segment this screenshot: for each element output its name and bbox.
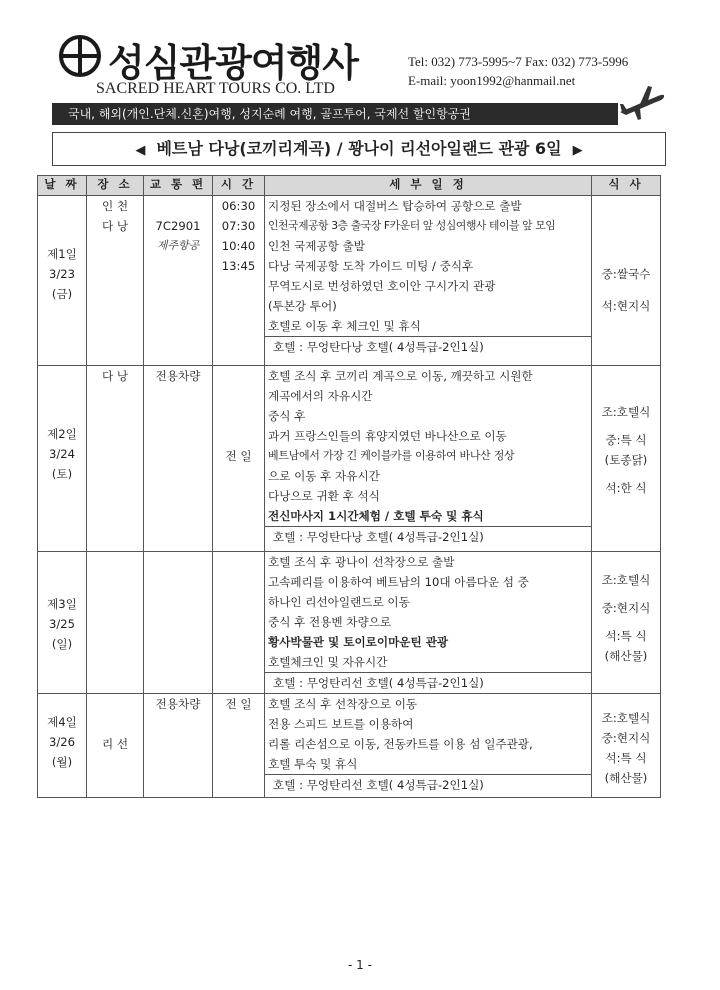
meal-item: 석:특 식 [605,629,647,643]
header-meals: 식 사 [592,176,661,196]
detail-line: 리롤 리손섬으로 이동, 전동카트를 이용 섬 일주관광, [268,737,533,751]
transport-cell [144,694,213,798]
header-date: 날 짜 [38,176,87,196]
day-label: 제2일 [47,427,77,441]
time-value: 07:30 [221,219,256,233]
day-label: 제3일 [47,597,77,611]
hotel-info: 호텔 : 무엉탄다낭 호텔( 4성특급-2인1실) [265,336,591,357]
detail-line: 베트남에서 가장 긴 케이블카를 이용하여 바나산 정상 [268,449,515,462]
table-row-day-4 [38,694,661,798]
detail-line: 계곡에서의 자유시간 [268,389,373,403]
detail-line: 지정된 장소에서 대절버스 탑승하여 공항으로 출발 [268,199,522,213]
left-triangle-icon: ◀ [135,143,146,158]
day-weekday: (일) [51,637,73,651]
meal-item: (해산물) [604,771,648,785]
page-number: - 1 - [348,958,372,972]
place-name: 다 낭 [101,219,129,233]
detail-line: (투본강 투어) [268,299,337,313]
day-date: 3/24 [48,447,76,461]
time-cell [213,366,265,552]
header-transport: 교 통 편 [144,176,213,196]
day-weekday: (월) [51,755,73,769]
airplane-icon [618,82,666,122]
detail-line: 으로 이동 후 자유시간 [268,469,380,483]
phone-fax: Tel: 032) 773-5995~7 Fax: 032) 773-5996 [408,54,629,69]
date-cell [38,694,87,798]
day-date: 3/23 [48,267,76,281]
detail-line: 전용 스피드 보트를 이용하여 [268,717,414,731]
day-weekday: (금) [51,287,73,301]
place-cell [87,694,144,798]
cross-globe-icon [58,34,102,78]
place-name: 인 천 [101,199,129,213]
place-cell [87,366,144,552]
day-label: 제4일 [47,715,77,729]
hotel-info: 호텔 : 무엉탄리선 호텔( 4성특급-2인1실) [265,774,591,795]
header-place: 장 소 [87,176,144,196]
detail-line: 다낭 국제공항 도착 가이드 미팅 / 중식후 [268,259,474,273]
day-weekday: (토) [51,467,73,481]
detail-line: 인천 국제공항 출발 [268,239,365,253]
detail-line: 호텔 투숙 및 휴식 [268,757,358,771]
details-cell [265,196,592,366]
detail-line: 중식 후 [268,409,306,423]
time-value: 10:40 [221,239,256,253]
company-name-english: SACRED HEART TOURS CO. LTD [96,80,335,97]
time-value: 전 일 [225,449,252,463]
details-cell [265,552,592,694]
detail-line: 호텔체크인 및 자유시간 [268,655,388,669]
detail-line: 호텔 조식 후 코끼리 계곡으로 이동, 깨끗하고 시원한 [268,369,533,383]
day-date: 3/26 [48,735,76,749]
meals-cell [592,694,661,798]
time-cell [213,694,265,798]
meal-item: 조:호텔식 [601,711,651,725]
header-time: 시 간 [213,176,265,196]
meal-item: 석:한 식 [605,481,647,495]
place-name: 리 선 [101,737,129,751]
vehicle: 전용차량 [155,697,201,711]
hotel-info: 호텔 : 무엉탄리선 호텔( 4성특급-2인1실) [265,672,591,693]
right-triangle-icon: ▶ [572,143,583,158]
detail-line: 호텔로 이동 후 체크인 및 휴식 [268,319,421,333]
detail-line: 호텔 조식 후 선착장으로 이동 [268,697,418,711]
flight-number: 7C2901 [155,219,201,233]
table-row-day-1 [38,196,661,366]
meal-item: 석:현지식 [601,299,651,313]
table-row-day-3 [38,552,661,694]
details-cell [265,694,592,798]
detail-line: 과거 프랑스인들의 휴양지였던 바나산으로 이동 [268,429,507,443]
email-address: E-mail: yoon1992@hanmail.net [408,73,576,88]
time-value: 06:30 [221,199,256,213]
detail-line: 전신마사지 1시간체험 / 호텔 투숙 및 휴식 [268,509,484,523]
time-value: 전 일 [225,697,252,711]
place-name: 다 낭 [101,369,129,383]
transport-cell [144,196,213,366]
time-cell [213,552,265,694]
place-cell [87,196,144,366]
detail-line: 인천국제공항 3층 출국장 F카운터 앞 성심여행사 테이블 앞 모임 [268,219,556,232]
meal-item: 중:특 식 [605,433,647,447]
detail-line: 중식 후 전용벤 차량으로 [268,615,392,629]
meal-item: 중:쌀국수 [601,267,651,281]
contact-info [408,52,628,90]
detail-line: 호텔 조식 후 광나이 선착장으로 출발 [268,555,455,569]
transport-cell [144,552,213,694]
day-date: 3/25 [48,617,76,631]
company-logo [52,30,420,102]
date-cell [38,196,87,366]
tour-title [52,132,666,166]
meal-item: 조:호텔식 [601,405,651,419]
meal-item: 중:현지식 [601,601,651,615]
date-cell [38,552,87,694]
letterhead [52,30,666,128]
meal-item: 조:호텔식 [601,573,651,587]
meals-cell [592,552,661,694]
detail-line: 다낭으로 귀환 후 석식 [268,489,380,503]
airline-handwritten: 제주항공 [156,239,200,252]
date-cell [38,366,87,552]
meal-item: (해산물) [604,649,648,663]
meal-item: 중:현지식 [601,731,651,745]
company-name-korean: 성심관광여행사 [108,41,358,85]
day-label: 제1일 [47,247,77,261]
tour-title-text: 베트남 다낭(코끼리계곡) / 꽝나이 리선아일랜드 관광 6일 [156,139,562,158]
transport-cell [144,366,213,552]
meal-item: (토종닭) [604,453,648,467]
details-cell [265,366,592,552]
hotel-info: 호텔 : 무엉탄다낭 호텔( 4성특급-2인1실) [265,526,591,547]
detail-line: 하나인 리선아일랜드로 이동 [268,595,410,609]
detail-line: 고속페리를 이용하여 베트남의 10대 아름다운 섬 중 [268,575,529,589]
table-header-row [38,176,661,196]
time-cell [213,196,265,366]
header-details: 세 부 일 정 [265,176,592,196]
table-row-day-2 [38,366,661,552]
time-value: 13:45 [221,259,256,273]
place-cell [87,552,144,694]
services-tagline: 국내, 해외(개인.단체.신혼)여행, 성지순례 여행, 골프투어, 국제선 할인항공권 [52,103,618,125]
meal-item: 석:특 식 [605,751,647,765]
detail-line: 무역도시로 번성하였던 호이안 구시가지 관광 [268,279,496,293]
detail-line: 황사박물관 및 토이로이마운틴 관광 [268,635,449,649]
itinerary-table [37,175,661,798]
meals-cell [592,366,661,552]
vehicle: 전용차량 [155,369,201,383]
meals-cell [592,196,661,366]
